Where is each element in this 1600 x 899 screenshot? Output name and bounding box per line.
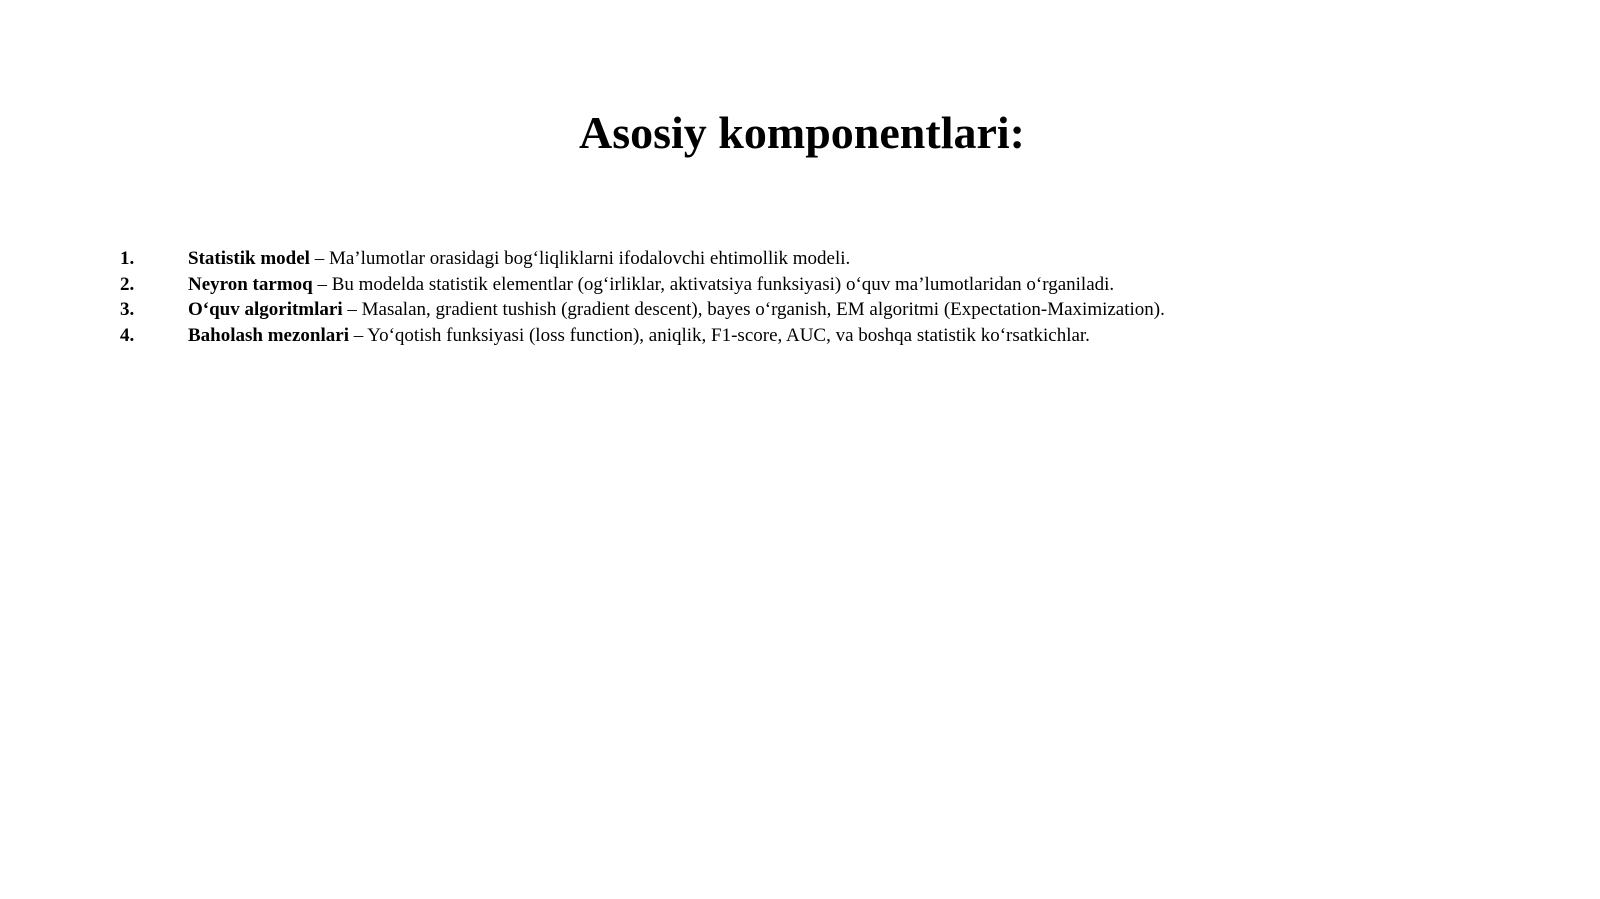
list-item-number: 3. bbox=[120, 299, 135, 320]
list-item-term: O‘quv algoritmlari bbox=[188, 299, 343, 320]
list-item-text bbox=[188, 272, 1114, 298]
list-item-term: Baholash mezonlari bbox=[188, 324, 349, 346]
list-item bbox=[120, 272, 1520, 298]
list-item bbox=[120, 297, 1520, 323]
slide-title-text: Asosiy komponentlari: bbox=[579, 107, 1025, 158]
list-item-number: 1. bbox=[120, 248, 135, 269]
list-item-description: – Ma’lumotlar orasidagi bog‘liqliklarni ifodalovchi ehtimollik modeli. bbox=[309, 248, 851, 269]
list-item bbox=[120, 246, 1520, 272]
slide-title bbox=[0, 104, 1600, 162]
list-item-description: – Masalan, gradient tushish (gradient descent), bayes o‘rganish, EM algoritmi (Expectation-Maximization). bbox=[342, 299, 1165, 320]
list-item-text bbox=[188, 246, 850, 272]
list-item-text bbox=[188, 323, 1090, 349]
component-list bbox=[120, 246, 1520, 348]
list-item-number: 2. bbox=[120, 273, 135, 295]
list-item-description: – Yo‘qotish funksiyasi (loss function), aniqlik, F1-score, AUC, va boshqa statistik ko‘rsatkichlar. bbox=[348, 324, 1090, 346]
list-item-term: Statistik model bbox=[188, 248, 310, 269]
list-item-number: 4. bbox=[120, 324, 135, 346]
list-item-term: Neyron tarmoq bbox=[188, 273, 313, 295]
list-item-text bbox=[188, 297, 1165, 323]
list-item bbox=[120, 323, 1520, 349]
list-item-description: – Bu modelda statistik elementlar (og‘irliklar, aktivatsiya funksiyasi) o‘quv ma’lumotlaridan o‘rganiladi. bbox=[312, 273, 1115, 295]
